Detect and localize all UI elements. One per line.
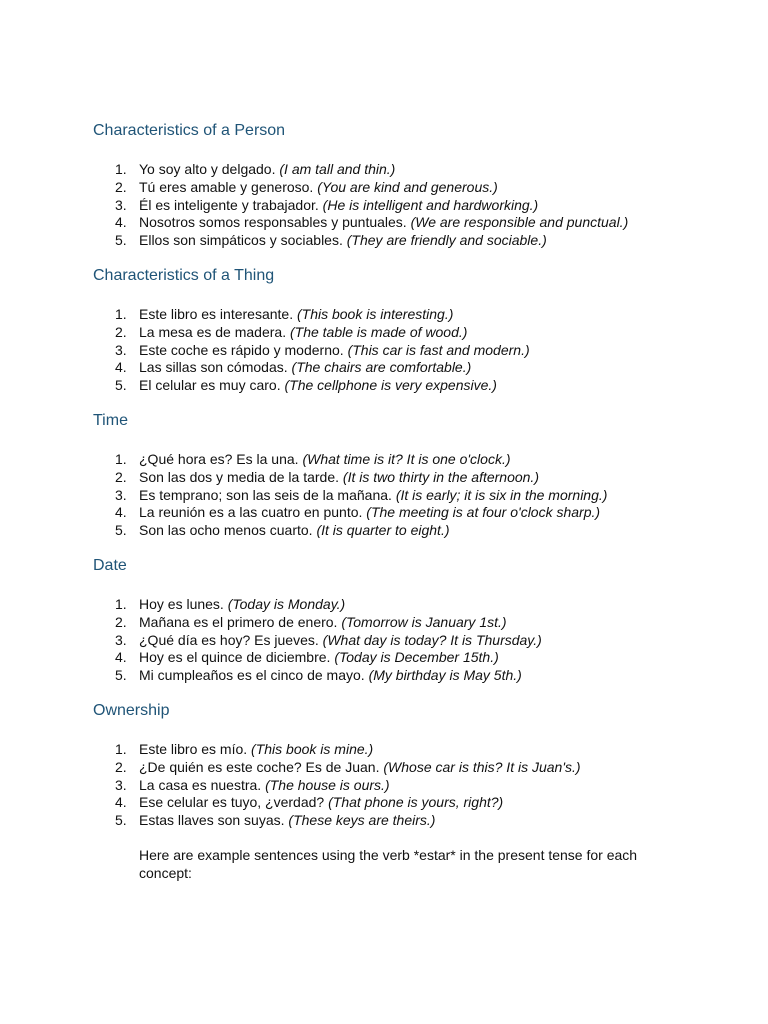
list-item-number: 3. (115, 776, 127, 793)
list-item-number: 5. (115, 812, 127, 829)
list-item-number: 1. (115, 740, 127, 757)
spanish-sentence: Es temprano; son las seis de la mañana. (139, 486, 392, 503)
list-item-number: 1. (115, 450, 127, 467)
list-item-number: 5. (115, 522, 127, 539)
numbered-list (93, 596, 693, 685)
list-item (93, 596, 693, 614)
list-item (93, 232, 693, 250)
english-translation: (The house is ours.) (265, 776, 390, 793)
list-item (93, 504, 693, 522)
english-translation: (These keys are theirs.) (288, 812, 436, 829)
list-item (93, 214, 693, 232)
list-item-number: 5. (115, 667, 127, 684)
list-item (93, 306, 693, 324)
section-heading: Characteristics of a Thing (93, 266, 275, 284)
english-translation: (This car is fast and modern.) (347, 341, 530, 358)
english-translation: (The meeting is at four o'clock sharp.) (366, 504, 601, 521)
spanish-sentence: Son las dos y media de la tarde. (139, 468, 340, 485)
list-item-number: 3. (115, 631, 127, 648)
spanish-sentence: La reunión es a las cuatro en punto. (139, 504, 363, 521)
list-item (93, 777, 693, 795)
document-section (93, 556, 693, 685)
list-item (93, 522, 693, 540)
list-item-number: 1. (115, 305, 127, 322)
list-item (93, 377, 693, 395)
list-item-number: 5. (115, 232, 127, 249)
document-section (93, 266, 693, 395)
section-heading: Date (93, 556, 127, 574)
spanish-sentence: Yo soy alto y delgado. (139, 161, 276, 177)
spanish-sentence: Las sillas son cómodas. (139, 359, 288, 376)
spanish-sentence: Hoy es lunes. (139, 595, 224, 612)
list-item-number: 4. (115, 359, 127, 376)
spanish-sentence: Mañana es el primero de enero. (139, 613, 338, 630)
list-item (93, 197, 693, 215)
document-body (93, 121, 693, 882)
list-item-number: 2. (115, 468, 127, 485)
english-translation: (Today is Monday.) (227, 595, 346, 612)
spanish-sentence: ¿De quién es este coche? Es de Juan. (139, 758, 380, 775)
list-item (93, 741, 693, 759)
list-item (93, 469, 693, 487)
spanish-sentence: Mi cumpleaños es el cinco de mayo. (139, 667, 365, 684)
list-item-number: 1. (115, 161, 127, 177)
english-translation: (What day is today? It is Thursday.) (322, 631, 542, 648)
list-item (93, 794, 693, 812)
english-translation: (It is early; it is six in the morning.) (395, 486, 608, 503)
numbered-list (93, 741, 693, 830)
list-item (93, 667, 693, 685)
spanish-sentence: Ese celular es tuyo, ¿verdad? (139, 794, 325, 811)
spanish-sentence: Nosotros somos responsables y puntuales. (139, 214, 407, 231)
list-item-number: 3. (115, 341, 127, 358)
english-translation: (Tomorrow is January 1st.) (341, 613, 507, 630)
english-translation: (The chairs are comfortable.) (291, 359, 472, 376)
english-translation: (They are friendly and sociable.) (346, 232, 547, 249)
list-item-number: 4. (115, 214, 127, 231)
list-item (93, 179, 693, 197)
list-item (93, 487, 693, 505)
english-translation: (This book is interesting.) (296, 305, 454, 322)
english-translation: (What time is it? It is one o'clock.) (302, 450, 511, 467)
document-section (93, 121, 693, 250)
spanish-sentence: Estas llaves son suyas. (139, 812, 285, 829)
english-translation: (Today is December 15th.) (334, 649, 499, 666)
spanish-sentence: Tú eres amable y generoso. (139, 178, 314, 195)
english-translation: (Whose car is this? It is Juan's.) (383, 758, 581, 775)
document-section (93, 411, 693, 540)
english-translation: (It is quarter to eight.) (316, 522, 450, 539)
closing-paragraph: Here are example sentences using the verb *estar* in the present tense for each concept: (139, 846, 638, 881)
list-item (93, 161, 693, 179)
spanish-sentence: Son las ocho menos cuarto. (139, 522, 313, 539)
list-item (93, 759, 693, 777)
spanish-sentence: Ellos son simpáticos y sociables. (139, 232, 343, 249)
english-translation: (He is intelligent and hardworking.) (322, 196, 539, 213)
list-item-number: 2. (115, 178, 127, 195)
list-item-number: 2. (115, 323, 127, 340)
list-item (93, 812, 693, 830)
spanish-sentence: Este libro es mío. (139, 740, 248, 757)
spanish-sentence: El celular es muy caro. (139, 377, 281, 394)
section-heading: Ownership (93, 701, 170, 719)
list-item-number: 4. (115, 794, 127, 811)
list-item-number: 4. (115, 649, 127, 666)
section-heading: Characteristics of a Person (93, 122, 286, 139)
numbered-list (93, 161, 693, 250)
document-section (93, 701, 693, 830)
list-item-number: 3. (115, 196, 127, 213)
spanish-sentence: Hoy es el quince de diciembre. (139, 649, 331, 666)
list-item-number: 3. (115, 486, 127, 503)
english-translation: (That phone is yours, right?) (328, 794, 504, 811)
english-translation: (My birthday is May 5th.) (368, 667, 522, 684)
spanish-sentence: ¿Qué día es hoy? Es jueves. (139, 631, 319, 648)
english-translation: (You are kind and generous.) (317, 178, 498, 195)
english-translation: (This book is mine.) (251, 740, 374, 757)
list-item (93, 451, 693, 469)
english-translation: (I am tall and thin.) (279, 161, 396, 177)
list-item (93, 632, 693, 650)
numbered-list (93, 451, 693, 540)
list-item-number: 2. (115, 613, 127, 630)
spanish-sentence: La casa es nuestra. (139, 776, 262, 793)
list-item-number: 5. (115, 377, 127, 394)
section-heading: Time (93, 411, 128, 429)
spanish-sentence: Este coche es rápido y moderno. (139, 341, 344, 358)
list-item (93, 342, 693, 360)
spanish-sentence: La mesa es de madera. (139, 323, 287, 340)
numbered-list (93, 306, 693, 395)
spanish-sentence: Él es inteligente y trabajador. (139, 196, 319, 213)
english-translation: (It is two thirty in the afternoon.) (342, 468, 539, 485)
list-item (93, 614, 693, 632)
list-item-number: 4. (115, 504, 127, 521)
list-item-number: 1. (115, 595, 127, 612)
english-translation: (The cellphone is very expensive.) (284, 377, 497, 394)
spanish-sentence: Este libro es interesante. (139, 305, 294, 322)
list-item (93, 324, 693, 342)
spanish-sentence: ¿Qué hora es? Es la una. (139, 450, 299, 467)
list-item-number: 2. (115, 758, 127, 775)
english-translation: (The table is made of wood.) (289, 323, 468, 340)
list-item (93, 359, 693, 377)
list-item (93, 649, 693, 667)
english-translation: (We are responsible and punctual.) (410, 214, 629, 231)
